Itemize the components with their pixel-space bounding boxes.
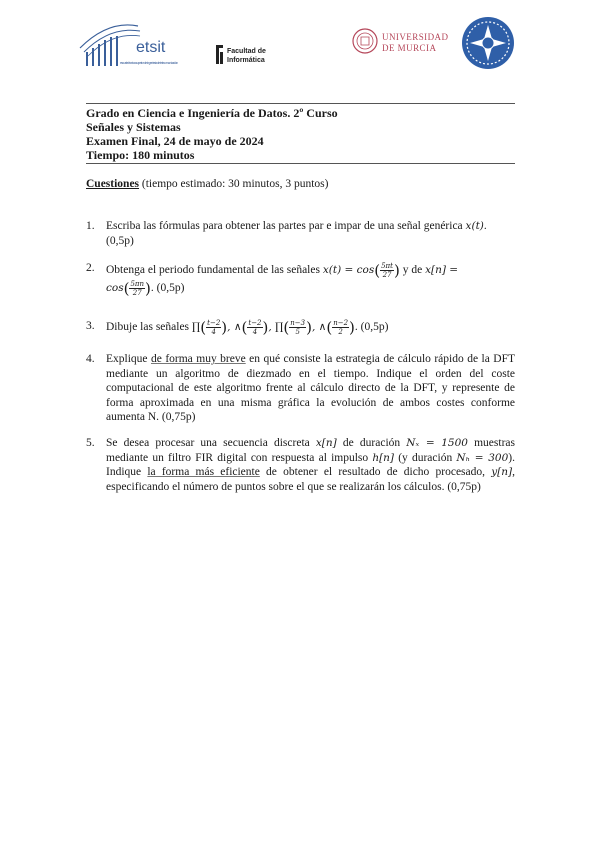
underlined-text: la forma más eficiente [147,466,260,478]
question-text: , especificando el número de puntos sobre el que se realizarán los cálculos. (0,75p) [106,466,515,493]
math-expr: Nₕ = 300 [456,451,509,464]
question-2: 2. Obtenga el periodo fundamental de las señales x(t) = cos( $\frac{5\pi t}{27}$ ) y de x[n] = cos( $\frac{5\pi n}{27}$ ). (0,5p) [86,261,459,298]
header-bottom-rule [86,163,515,164]
fraction: $\frac{5\pi n}{27}$ [130,280,145,298]
question-4 [86,352,515,425]
um-line1: UNIVERSIDAD [382,32,448,42]
question-text: Dibuje las señales [106,321,192,334]
etsit-logo [78,18,180,72]
question-1 [86,219,515,248]
fraction: $\frac{n-3}{5}$ [290,319,306,336]
math-expr: x(t) [465,220,484,232]
time-line: Tiempo: 180 minutos [86,148,195,162]
question-number: 5. [86,437,95,449]
section-heading [86,177,515,192]
underlined-text: de forma muy breve [151,353,246,365]
question-score: . (0,5p) [150,282,185,295]
question-score: (0,5p) [106,234,134,247]
question-text: en qué consiste la estrategia de cálculo rápido de la DFT mediante un algoritmo de diezmado en el tiempo. Indique el orden del coste computacional de este algoritmo frente al cálculo directo de la DFT, y represente de forma aproximada en una misma gráfica la evolución de ambos costes conforme aumenta N. (0,75p) [106,353,516,423]
math-expr: y[n] [491,466,513,478]
facultad-informatica-logo [216,44,286,66]
question-text: Explique [106,353,151,365]
question-text: Obtenga el periodo fundamental de las señales [106,264,323,276]
course-line: Señales y Sistemas [86,120,181,134]
question-text: y de [402,264,426,276]
question-text: de obtener el resultado de dicho procesado, [259,466,492,478]
question-number: 4. [86,353,95,365]
exam-header [86,106,515,162]
um-line2: DE MURCIA [382,43,436,53]
question-text: (y duración [394,451,457,464]
fraction: $\frac{n-2}{2}$ [333,319,349,336]
fraction: $\frac{t-2}{4}$ [248,319,262,336]
facultad-line1: Facultad de [227,48,266,55]
fraction: $\frac{5\pi t}{27}$ [381,261,393,279]
question-text: muestras mediante un filtro FIR digital con respuesta al impulso [106,437,515,464]
degree-line: Grado en Ciencia e Ingeniería de Datos. 2º Curso [86,106,338,120]
punct: . [483,220,487,232]
exam-date-line: Examen Final, 24 de mayo de 2024 [86,134,264,148]
etsit-name: etsit [136,39,166,56]
etsit-subtitle: escuela técnica superior de ingeniería de telecomunicación [120,61,178,65]
question-number: 2. [86,262,95,274]
math-expr: cos [106,282,124,295]
question-text: ). Indique [106,451,515,478]
section-title: Cuestiones [86,178,140,190]
question-text: Se desea procesar una secuencia discreta [106,437,316,449]
question-number: 1. [86,220,95,232]
question-number: 3. [86,320,95,332]
question-score: . (0,5p) [354,321,389,334]
header-top-rule [86,103,515,104]
question-text: de duración [336,437,407,449]
math-expr: h[n] [372,451,395,464]
math-expr: x(t) = cos [322,264,375,276]
section-subtitle: (tiempo estimado: 30 minutos, 3 puntos) [139,178,329,190]
universidad-murcia-logo [352,26,452,58]
math-expr: x[n] = [425,264,459,276]
question-5 [86,436,515,494]
math-expr: x[n] [315,437,337,449]
logo-bar [0,0,599,90]
math-expr: Nₓ = 1500 [406,437,468,449]
question-3: 3. Dibuje las señales ∏( $\frac{t-2}{4}$ ), ∧( $\frac{t-2}{4}$ ), ∏( $\frac{n-3}{5}$ ), ∧( $\frac{n-2}{2}$ ). (0,5p) [86,318,389,337]
question-text: Escriba las fórmulas para obtener las partes par e impar de una señal genérica [106,220,466,232]
fraction: $\frac{t-2}{4}$ [207,319,221,336]
facultad-line2: Informática [227,57,265,64]
university-seal-icon [461,16,515,70]
